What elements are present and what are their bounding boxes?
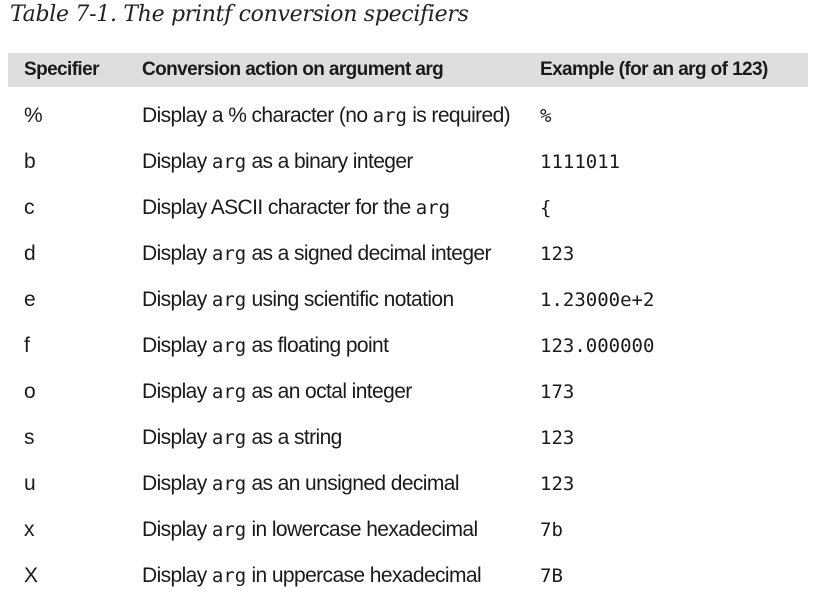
example-cell: 1.23000e+2: [540, 289, 655, 311]
action-text: as floating point: [246, 334, 389, 357]
example-cell: 123: [540, 243, 575, 265]
action-cell: [142, 326, 388, 366]
action-text: as an unsigned decimal: [246, 472, 459, 495]
table-row: [8, 372, 808, 412]
action-text: as a signed decimal integer: [246, 242, 491, 265]
action-text: Display a % character (no: [142, 104, 373, 127]
action-text: is required): [407, 104, 511, 127]
action-cell: [142, 96, 510, 136]
action-cell: [142, 418, 342, 458]
specifier-cell: x: [24, 518, 35, 541]
specifier-cell: o: [24, 380, 36, 403]
specifier-cell: X: [24, 564, 39, 587]
action-cell: [142, 188, 450, 228]
specifier-cell: %: [24, 104, 43, 127]
specifier-cell: c: [24, 196, 35, 219]
action-text: in uppercase hexadecimal: [246, 564, 482, 587]
code-arg: arg: [211, 473, 247, 495]
specifier-cell: e: [24, 288, 36, 311]
example-cell: %: [540, 105, 552, 127]
specifier-cell: u: [24, 472, 36, 495]
action-text: Display: [142, 518, 212, 541]
table-row: [8, 556, 808, 596]
header-specifier: Specifier: [24, 59, 99, 80]
action-text: Display ASCII character for the: [142, 196, 416, 219]
code-arg: arg: [211, 381, 247, 403]
example-cell: 123: [540, 427, 575, 449]
table-row: [8, 510, 808, 550]
example-cell: 123: [540, 473, 575, 495]
code-arg: arg: [211, 151, 247, 173]
table-row: [8, 280, 808, 320]
action-cell: [142, 280, 454, 320]
code-arg: arg: [211, 427, 247, 449]
code-arg: arg: [372, 105, 407, 127]
action-text: Display: [142, 150, 212, 173]
specifier-cell: d: [24, 242, 36, 265]
action-cell: [142, 372, 412, 412]
example-cell: {: [540, 197, 552, 219]
example-cell: 123.000000: [540, 335, 655, 357]
action-text: Display: [142, 242, 212, 265]
action-cell: [142, 556, 481, 596]
action-text: Display: [142, 426, 212, 449]
action-text: Display: [142, 380, 212, 403]
code-arg: arg: [211, 243, 247, 265]
action-cell: [142, 464, 459, 504]
action-text: as a binary integer: [246, 150, 413, 173]
action-text: using scientific notation: [246, 288, 454, 311]
example-cell: 7B: [540, 565, 563, 587]
specifier-cell: f: [24, 334, 30, 357]
code-arg: arg: [415, 197, 451, 219]
table-row: [8, 326, 808, 366]
action-text: Display: [142, 334, 212, 357]
table-row: [8, 234, 808, 274]
example-cell: 1111011: [540, 151, 621, 173]
header-example: Example (for an arg of 123): [540, 59, 768, 80]
table-row: [8, 464, 808, 504]
table-row: [8, 96, 808, 136]
table-row: [8, 418, 808, 458]
action-cell: [142, 510, 478, 550]
action-text: as an octal integer: [246, 380, 412, 403]
specifier-cell: b: [24, 150, 36, 173]
action-text: Display: [142, 288, 212, 311]
code-arg: arg: [211, 289, 247, 311]
example-cell: 173: [540, 381, 575, 403]
example-cell: 7b: [540, 519, 563, 541]
action-cell: [142, 234, 491, 274]
table-row: [8, 142, 808, 182]
action-text: Display: [142, 564, 212, 587]
action-cell: [142, 142, 413, 182]
code-arg: arg: [211, 565, 247, 587]
action-text: in lowercase hexadecimal: [246, 518, 478, 541]
specifier-cell: s: [24, 426, 35, 449]
header-action: Conversion action on argument arg: [142, 59, 444, 80]
action-text: Display: [142, 472, 212, 495]
table-row: [8, 188, 808, 228]
table-caption: Table 7-1. The printf conversion specifiers: [10, 2, 469, 27]
action-text: as a string: [246, 426, 342, 449]
code-arg: arg: [211, 335, 247, 357]
table-header-row: [8, 53, 808, 87]
code-arg: arg: [211, 519, 247, 541]
